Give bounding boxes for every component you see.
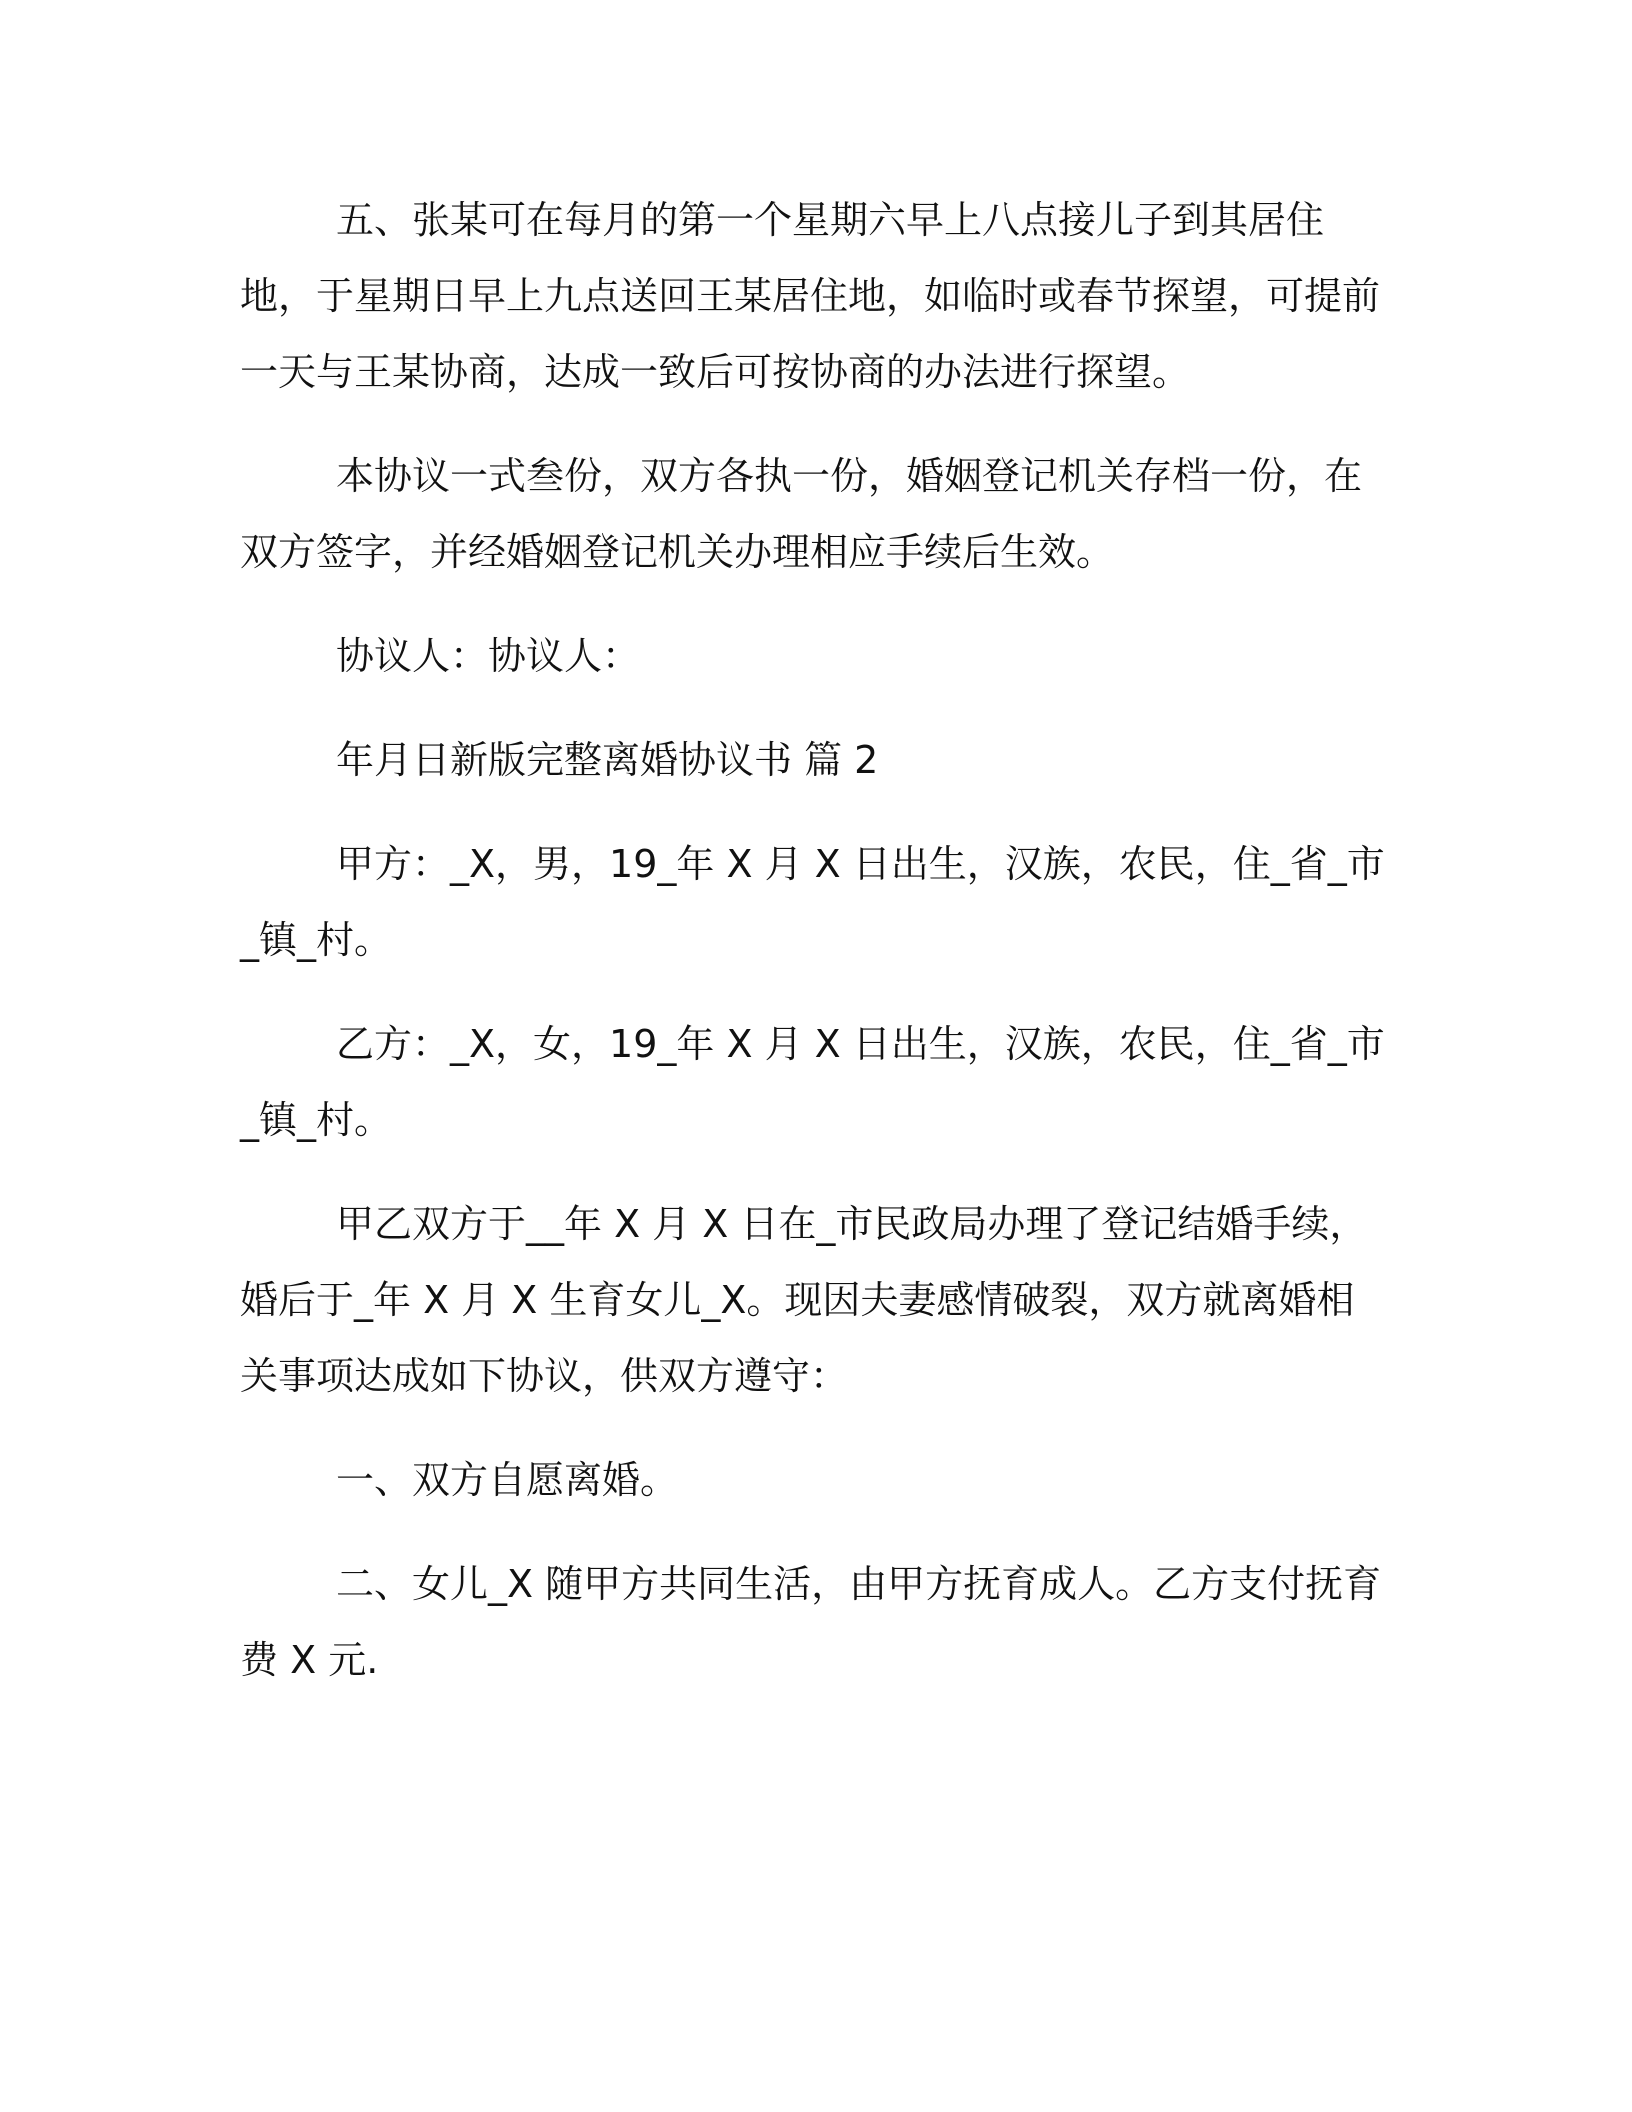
paragraph-visitation-clause: 五、张某可在每月的第一个星期六早上八点接儿子到其居住地，于星期日早上九点送回王某居住地，如临时或春节探望，可提前一天与王某协商，达成一致后可按协商的办法进行探望。 xyxy=(240,198,1381,394)
paragraph-section-title: 年月日新版完整离婚协议书 篇 2 xyxy=(336,738,879,782)
paragraph-clause-one: 一、双方自愿离婚。 xyxy=(336,1458,679,1502)
paragraph-signatories: 协议人：协议人： xyxy=(336,634,641,678)
paragraph-marriage-facts: 甲乙双方于__年 X 月 X 日在_市民政局办理了登记结婚手续，婚后于_年 X 月 X 生育女儿_X。现因夫妻感情破裂，双方就离婚相关事项达成如下协议，供双方遵守： xyxy=(240,1202,1368,1398)
paragraph-clause-two: 二、女儿_X 随甲方共同生活，由甲方抚育成人。乙方支付抚育费 X 元. xyxy=(240,1562,1382,1682)
paragraph-party-b: 乙方：_X，女，19_年 X 月 X 日出生，汉族，农民，住_省_市_镇_村。 xyxy=(240,1022,1385,1142)
paragraph-copies-clause: 本协议一式叁份，双方各执一份，婚姻登记机关存档一份，在双方签字，并经婚姻登记机关办理相应手续后生效。 xyxy=(240,454,1363,574)
paragraph-party-a: 甲方：_X，男，19_年 X 月 X 日出生，汉族，农民，住_省_市_镇_村。 xyxy=(240,842,1385,962)
